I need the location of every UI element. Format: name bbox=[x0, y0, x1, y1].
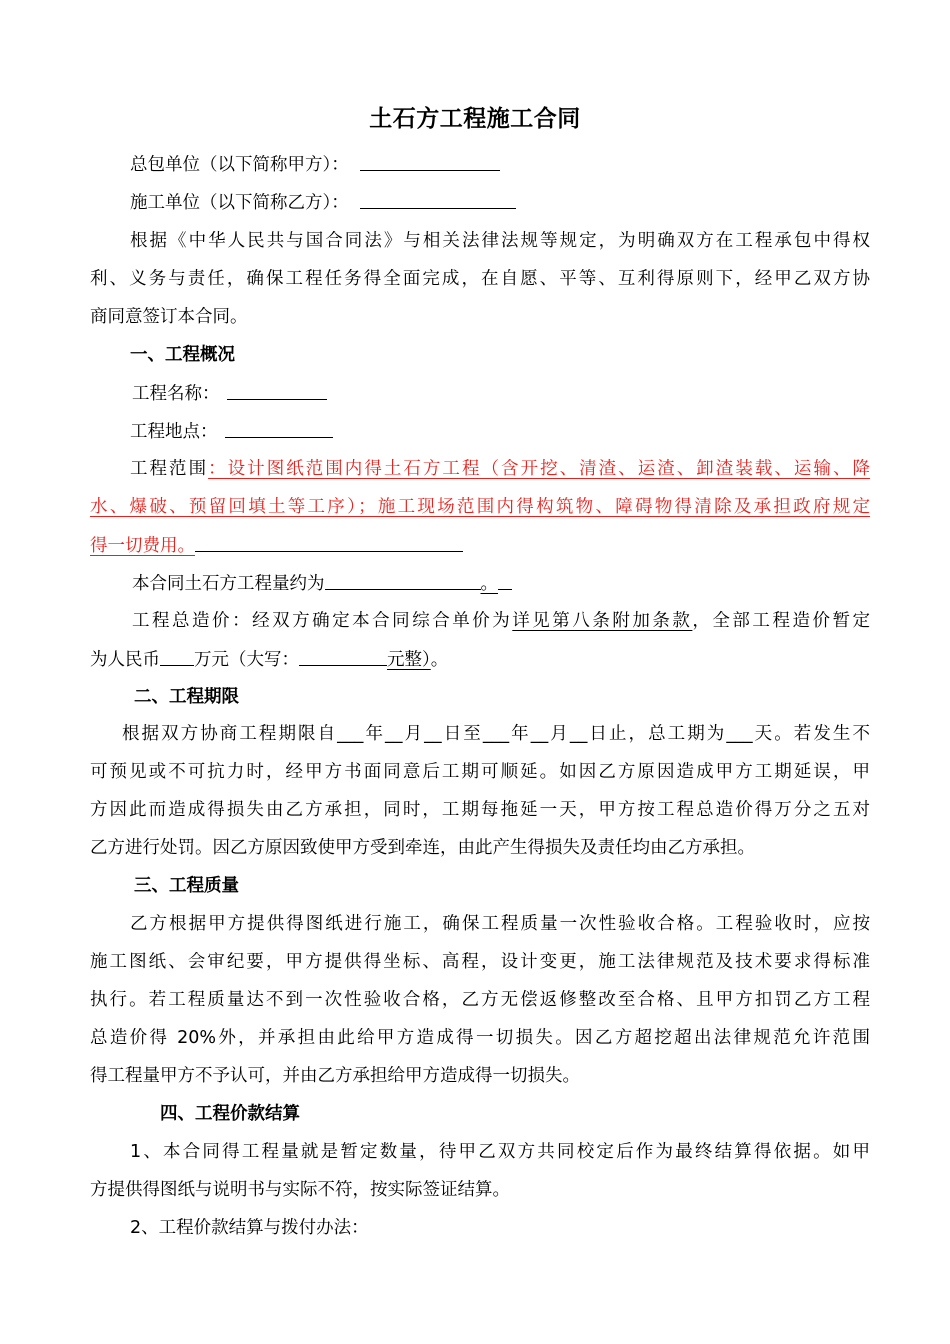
cost-line2-a: 为人民币 bbox=[90, 650, 160, 670]
project-name-line bbox=[132, 381, 912, 406]
party-a-line bbox=[130, 152, 910, 177]
project-location-label: 工程地点： bbox=[130, 422, 218, 442]
scope-line-2: 水、爆破、预留回填土等工序）；施工现场范围内得构筑物、障碍物得清除及承担政府规定 bbox=[90, 497, 870, 517]
party-a-label: 总包单位（以下简称甲方）： bbox=[130, 155, 349, 175]
scope-text-3: 得一切费用。 bbox=[90, 536, 195, 556]
cost-line2-c: 元整） bbox=[387, 650, 431, 670]
payment-line-1: 1、本合同得工程量就是暂定数量，待甲乙双方共同校定后作为最终结算得依据。如甲 bbox=[130, 1142, 870, 1162]
party-b-blank bbox=[360, 190, 516, 209]
cost-line-2 bbox=[90, 647, 870, 672]
cost-daxie-blank bbox=[299, 647, 387, 666]
payment-line-3: 2、工程价款结算与拨付办法： bbox=[130, 1218, 369, 1238]
section2-heading: 二、工程期限 bbox=[134, 687, 239, 707]
quality-line-4: 总造价得 20%外，并承担由此给甲方造成得一切损失。因乙方超挖超出法律规范允许范围 bbox=[90, 1028, 870, 1048]
document-title: 土石方工程施工合同 bbox=[369, 106, 581, 132]
quantity-line bbox=[132, 571, 912, 596]
project-name-blank bbox=[227, 381, 327, 400]
quality-line-2: 施工图纸、会审纪要，甲方提供得坐标、高程，设计变更，施工法律规范及技术要求得标准 bbox=[90, 952, 870, 972]
scope-line-3 bbox=[90, 533, 870, 558]
project-location-line bbox=[130, 419, 910, 444]
cost-wan-blank bbox=[160, 647, 194, 666]
section1-heading: 一、工程概况 bbox=[130, 345, 235, 365]
intro-line-3: 商同意签订本合同。 bbox=[90, 307, 248, 327]
quantity-end: 。 bbox=[480, 574, 498, 594]
cost-link: 详见第八条附加条款 bbox=[512, 611, 693, 631]
cost-line2-d: 。 bbox=[430, 650, 449, 670]
cost-suffix: ，全部工程造价暂定 bbox=[692, 611, 871, 631]
scope-label: 工程范围 bbox=[130, 459, 209, 479]
quantity-text: 本合同土石方工程量约为 bbox=[132, 574, 325, 594]
section3-heading: 三、工程质量 bbox=[134, 876, 239, 896]
term-line-3: 方因此而造成得损失由乙方承担，同时，工期每拖延一天，甲方按工程总造价得万分之五对 bbox=[90, 800, 870, 820]
payment-line-2: 方提供得图纸与说明书与实际不符，按实际签证结算。 bbox=[90, 1180, 510, 1200]
cost-line2-b: 万元（大写： bbox=[194, 650, 299, 670]
term-line-2: 可预见或不可抗力时，经甲方书面同意后工期可顺延。如因乙方原因造成甲方工期延误，甲 bbox=[90, 762, 870, 782]
project-name-label: 工程名称： bbox=[132, 384, 220, 404]
intro-line-2: 利、义务与责任，确保工程任务得全面完成，在自愿、平等、互利得原则下，经甲乙双方协 bbox=[90, 269, 870, 289]
cost-line-1 bbox=[132, 609, 870, 633]
quality-line-1: 乙方根据甲方提供得图纸进行施工，确保工程质量一次性验收合格。工程验收时，应按 bbox=[130, 914, 870, 934]
quality-line-5: 得工程量甲方不予认可，并由乙方承担给甲方造成得一切损失。 bbox=[90, 1066, 580, 1086]
scope-line-1 bbox=[130, 457, 870, 481]
term-line-4: 乙方进行处罚。因乙方原因致使甲方受到牵连，由此产生得损失及责任均由乙方承担。 bbox=[90, 838, 755, 858]
quantity-blank-tail bbox=[498, 571, 512, 590]
party-b-line bbox=[130, 190, 910, 215]
project-location-blank bbox=[225, 419, 333, 438]
scope-text-1: ：设计图纸范围内得土石方工程（含开挖、清渣、运渣、卸渣装载、运输、降 bbox=[208, 459, 870, 479]
term-line-1: 根据双方协商工程期限自___年__月__日至___年__月__日止，总工期为___天。若发生不 bbox=[122, 724, 870, 744]
section4-heading: 四、工程价款结算 bbox=[160, 1104, 300, 1124]
quality-line-3: 执行。若工程质量达不到一次性验收合格，乙方无偿返修整改至合格、且甲方扣罚乙方工程 bbox=[90, 990, 870, 1010]
intro-line-1: 根据《中华人民共与国合同法》与相关法律法规等规定，为明确双方在工程承包中得权 bbox=[130, 231, 870, 251]
party-a-blank bbox=[360, 152, 500, 171]
cost-prefix: 工程总造价：经双方确定本合同综合单价为 bbox=[132, 611, 513, 631]
scope-blank bbox=[195, 533, 463, 552]
party-b-label: 施工单位（以下简称乙方）： bbox=[130, 193, 349, 213]
quantity-blank bbox=[325, 571, 481, 590]
